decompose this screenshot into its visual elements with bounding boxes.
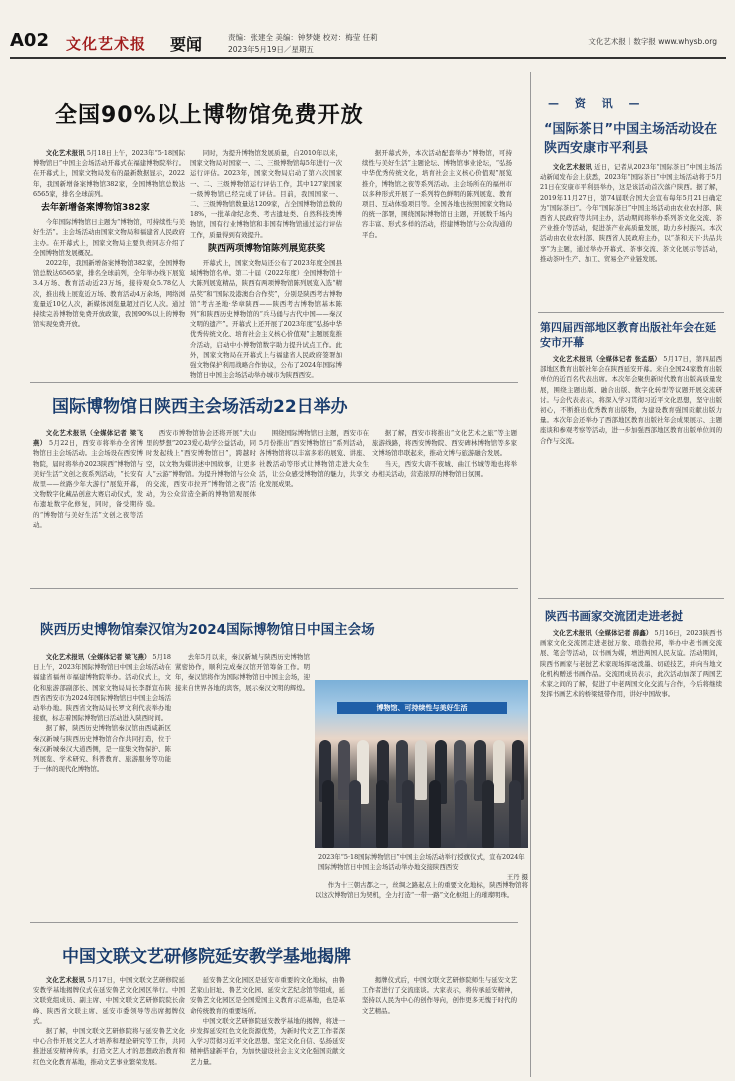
a4-col-1: [33, 975, 185, 1075]
a2-headline: 国际博物馆日陕西主会场活动22日举办: [52, 397, 348, 417]
person-figure: [482, 780, 494, 848]
person-figure: [509, 780, 521, 848]
a2-p5: 当天，西安大唐不夜城、曲江书城等地也将举办相关活动，营造浓厚的博物馆日氛围。: [372, 459, 517, 478]
person-figure: [349, 780, 361, 848]
a3-col-2: [175, 652, 310, 856]
issue-date: 2023年5月19日／星期五: [228, 45, 314, 54]
r3-text: 5月16日，2023陕西书画家文化交流团走进老挝万象、琅勃拉邦，举办中老书画交流展、笔会等活动，以书画为媒，增进两国人民友谊。活动期间，陕西书画家与老挝艺术家现场挥毫泼墨、切磋技艺，并向当地文化机构赠送书画作品。交流团成员表示，此次活动加深了两国艺术家之间的了解，促进了中老两国文化交流与合作，今后将继续发挥书画艺术的桥梁纽带作用，讲好中国故事。: [540, 629, 722, 699]
r2-headline: 第四届西部地区教育出版社年会在延安市开幕: [540, 321, 716, 349]
divider: [30, 382, 518, 383]
r1-text: 近日，记者从2023年“国际茶日”中国主场活动新闻发布会上获悉，2023年“国际茶日”中国主场活动将于5月21日在安康市平利县举办，这是该活动首次落户陕西。据了解，2019年11月27日，第74届联合国大会宣布每年5月21日确定为“国际茶日”。今年“国际茶日”中国主场活动由农业农村部、陕西省人民政府等共同主办，活动期间将举办系列茶文化交流、茶产业推介等活动，促进茶产业高质量发展，助力乡村振兴。本次活动由农业农村部、陕西省人民政府主办，以“茶和天下·共品共享”为主题，通过举办开幕式、茶事交流、茶文化展示等活动，推动茶叶生产、加工、贸易全产业链发展。: [540, 163, 722, 263]
photo-banner: 博物馆、可持续性与美好生活: [337, 702, 507, 714]
editors-info: [228, 32, 378, 56]
column-divider: [530, 72, 531, 1077]
a4-p3: 延安鲁艺文化园区是延安市重要的文化地标，由鲁艺家山旧址、鲁艺文化园、延安文艺纪念馆等组成，延安鲁艺文化园区是全国爱国主义教育示范基地，也是革命传统教育的重要场所。: [190, 976, 345, 1015]
divider: [30, 922, 518, 923]
r1-headline: “国际茶日”中国主场活动设在陕西安康市平利县: [544, 122, 718, 156]
caption-text: 2023年“5·18国际博物馆日”中国主会场活动举行授旗仪式，宣布2024年国际博物馆日中国主会场活动举办地交接陕西西安: [318, 853, 525, 871]
a3-p1: 5月18日上午，2023年国际博物馆日中国主会场活动在福建省福州市福建博物院举办。活动仪式上，文化和旅游部副部长、国家文物局局长李群宣布陕西省西安市为2024年国际博物馆日中国主会场活动举办地。陕西省文物局局长罗文利代表举办地接旗，标志着国际博物馆日活动进入陕西时间。: [33, 653, 171, 723]
a3-p3: 去年5月以来，秦汉新城与陕西历史博物馆紧密协作，顺利完成秦汉馆开馆筹备工作。明年，秦汉馆将作为国际博物馆日中国主会场，迎接来自世界各地的宾客，展示秦汉文明的辉煌。: [175, 653, 310, 692]
a1-sub-2: 陕西两项博物馆陈列展览获奖: [208, 243, 326, 254]
a3-col-3: [315, 880, 528, 916]
news-label: — 资 讯 —: [548, 97, 646, 110]
divider: [538, 598, 724, 599]
photo-caption: [318, 852, 528, 882]
a2-p1: 5月22日，西安市将举办全省博物馆日主会场活动。主会场设在西安博物院，届时将举办2023陕西“博物馆与美好生活”文创之夜系列活动，“长安有故里——丝路少年大游行”展览开幕，文物数字化藏品创意大赛启动仪式，发布遗址数字化修复，同时，备受期待的“博物馆与美好生活”文创之夜等活动。: [33, 439, 144, 529]
a3-headline: 陕西历史博物馆秦汉馆为2024国际博物馆日中国主会场: [40, 622, 375, 638]
r3-headline: 陕西书画家交流团走进老挝: [545, 609, 683, 623]
person-figure: [322, 780, 334, 848]
a3-col-1: [33, 652, 171, 856]
a1-sub-1: 去年新增备案博物馆382家: [41, 203, 150, 214]
r2-byline: 文化艺术报讯（全媒体记者 张孟磊）: [552, 355, 662, 363]
a1-p2: 今年国际博物馆日主题为“博物馆，可持续性与美好生活”。主会场活动由国家文物局和福建省人民政府主办。在开幕式上，国家文物局主要负责同志介绍了全国博物馆发展概况。: [33, 218, 185, 257]
a1-p3: 2022年，我国新增备案博物馆382家，全国博物馆总数达6565家，排名全球前列，全年举办线下展览3.4万场、教育活动近23万场，接待观众5.78亿人次，推出线上展览近万场、教育活动4万余场，网络浏览量近10亿人次，新媒体浏览量超过百亿人次。通过持续完善博物馆免费开放政策，我国90%以上的博物馆实现免费开放。: [33, 259, 185, 329]
a1-p6: 据开幕式外，本次活动配套举办“博物馆，可持续性与美好生活”主题论坛、博物馆事业论坛，“弘扬中华优秀传统文化，培育社会主义核心价值观”展览推介，博物馆之夜等系列活动。主会场所在的福州市以多种形式开展了一系列特色鲜明的陈列展览、教育项目、互动体验项目等。全国各地也按照国家文物局的统一部署，围绕国际博物馆日主题，开展数千场内容丰富、形式多样的活动，搭建博物馆与公众沟通的平台。: [362, 149, 512, 239]
editors-line: 责编：张建全 美编：钟梦婕 校对：梅莹 任莉: [228, 33, 378, 42]
r1-text-block: [540, 162, 722, 308]
r1-byline: 文化艺术报讯: [552, 163, 593, 171]
header-rule: [10, 57, 726, 59]
person-figure: [376, 780, 388, 848]
a3-byline: 文化艺术报讯（全媒体记者 梁飞燕）: [45, 653, 151, 661]
section-name: 要闻: [170, 35, 203, 54]
a4-headline: 中国文联文艺研修院延安教学基地揭牌: [62, 947, 351, 967]
a4-byline: 文化艺术报讯: [45, 976, 86, 984]
a1-headline: 全国90%以上博物馆免费开放: [55, 103, 364, 128]
r3-text-block: [540, 628, 722, 1075]
photo-credit: 王丹 摄: [506, 873, 528, 881]
a2-p3: 围绕国际博物馆日主题，西安市在5月份推出“西安博物馆日”系列活动，各博物馆将以丰富多彩的展览、讲座、社教活动等形式让博物馆走进大众生活，让公众感受博物馆的魅力，共享文化发展成果。: [259, 429, 369, 489]
a2-byline: 文化艺术报讯（全媒体记者 梁飞燕）: [33, 429, 143, 448]
a1-p1: 5月18日上午，2023年“5·18国际博物馆日”中国主会场活动开幕式在福建博物院举行。在开幕式上，国家文物局发布的最新数据显示，2022年，我国新增备案博物馆382家，全国博物馆总数达6565家，排名全球前列。: [33, 149, 185, 198]
person-figure: [402, 780, 414, 848]
page-number: A02: [10, 30, 49, 51]
divider: [538, 312, 724, 313]
r2-text: 5月17日，第四届西部地区教育出版社年会在陕西延安开幕。来自全国24家教育出版单位的近百名代表出席。本次年会聚焦新时代教育出版高质量发展，围绕主题出版、融合出版、数字化转型等议题开展交流研讨。与会代表表示，将深入学习贯彻习近平文化思想，坚守出版初心，不断推出优秀教育出版物，为建设教育强国贡献出版力量。本次年会还举办了西部地区教育出版社年会成果展示、主题座谈和参观考察等活动，进一步加强西部地区教育出版单位间的合作与交流。: [540, 355, 722, 445]
a3-p4: 作为十三朝古都之一，丝绸之路起点上的重要文化地标，陕西博物馆将以这次博物馆日为契机，全力打造“一带一路”文化枢纽上的璀璨明珠。: [315, 881, 528, 900]
person-figure: [429, 780, 441, 848]
a1-col-1: [33, 148, 185, 374]
masthead-logo: 文化艺术报: [66, 35, 147, 53]
a4-p1: 5月17日，中国文联文艺研修院延安教学基地揭牌仪式在延安鲁艺文化园区举行。中国文联党组成员、副主席、中国文联文艺研修院院长俞峰、陕西省文联主席、延安市委领导等出席揭牌仪式。: [33, 976, 185, 1025]
person-figure: [455, 780, 467, 848]
r2-text-block: [540, 354, 722, 602]
a2-col-1: [33, 428, 143, 578]
a3-p2: 据了解，陕西历史博物馆秦汉馆由西咸新区秦汉新城与陕西历史博物馆合作共同打造，位于秦汉新城秦汉大道西侧，是一座集文物保护、陈列展览、学术研究、科普教育、旅游服务等功能于一体的现代化博物馆。: [33, 724, 171, 774]
page-header: [0, 0, 735, 64]
a1-p4: 同时，为提升博物馆发展质量，自2010年以来，国家文物局对国家一、二、三级博物馆每5年进行一次运行评估。2023年，国家文物局启动了第六次国家一、二、三级博物馆运行评估工作，其中127家国家一级博物馆已经完成了评估。目前，我国国家一、二、三级博物馆数量达1209家，占全国博物馆总数的18%，一批革命纪念类、考古遗址类、自然科技类博物馆，国有行业博物馆和非国有博物馆通过运行评估工作，质量得到有效提升。: [190, 149, 342, 239]
a1-col-2: [190, 148, 342, 380]
a2-p2: 西安市博物馆协会还将开展“大山里的梦想”2023爱心助学公益活动，同时发起线上“西安博物馆日”，跨越时空，以文物为媒讲述中国故事，让更多人“云游”博物馆。为提升博物馆与公众的交流，西安市拉开“博物馆之夜”活动，为公众营造全新的博物馆观展体验。: [146, 429, 256, 509]
a1-byline: 文化艺术报讯: [45, 149, 85, 157]
a4-p2: 据了解，中国文联文艺研修院将与延安鲁艺文化中心合作开展文艺人才培养和理论研究等工作，共同推进延安精神传承，打造文艺人才的思想政治教育和红色文化教育基地，推动文艺事业繁荣发展。: [33, 1027, 185, 1066]
a1-p5: 开幕式上，国家文物局还公布了2023年度全国县域博物馆名单。第二十届（2022年度）全国博物馆十大陈列展览精品，陕西有两项博物馆陈列展览入选“精品奖”和“国际及港澳台合作奖”，分别是陕西考古博物馆“考古圣地·华章陕西——陕西考古博物馆基本陈列”和陕西历史博物馆的“兵马俑与古代中国——秦汉文明的遗产”。开幕式上还开展了2023年度“弘扬中华优秀传统文化、培育社会主义核心价值观”主题展览推介活动，启动中小博物馆数字助力提升试点工作。此外，国家文物局在开幕式上与福建省人民政府签署加强文物保护利用战略合作协议，公布了2024年国际博物馆日中国主会场活动举办城市为陕西西安。: [190, 259, 342, 380]
a1-col-3: [362, 148, 512, 374]
a4-p5: 揭牌仪式后，中国文联文艺研修院师生与延安文艺工作者进行了交流座谈。大家表示，将传承延安精神，坚持以人民为中心的创作导向，创作更多无愧于时代的文艺精品。: [362, 976, 517, 1015]
a4-p4: 中国文联文艺研修院延安教学基地的揭牌，将进一步发挥延安红色文化资源优势，为新时代文艺工作者深入学习贯彻习近平文化思想、坚定文化自信、弘扬延安精神搭建新平台，为加快建设社会主义文化强国贡献文艺力量。: [190, 1016, 345, 1066]
site-info: 文化艺术报｜数字报 www.whysb.org: [588, 37, 717, 46]
a2-col-4: [372, 428, 517, 578]
a2-col-2: [146, 428, 256, 578]
award-photo: [315, 680, 528, 848]
r3-byline: 文化艺术报讯（全媒体记者 薛鑫）: [552, 629, 653, 637]
divider: [30, 588, 518, 589]
a4-col-2: [190, 975, 345, 1075]
a4-col-3: [362, 975, 517, 1075]
a2-col-3: [259, 428, 369, 578]
a2-p4: 据了解，西安市将推出“文化艺术之旅”等主题旅游线路，将西安博物院、西安碑林博物馆等多家文博场馆串联起来，推动文博与旅游融合发展。: [372, 429, 517, 458]
